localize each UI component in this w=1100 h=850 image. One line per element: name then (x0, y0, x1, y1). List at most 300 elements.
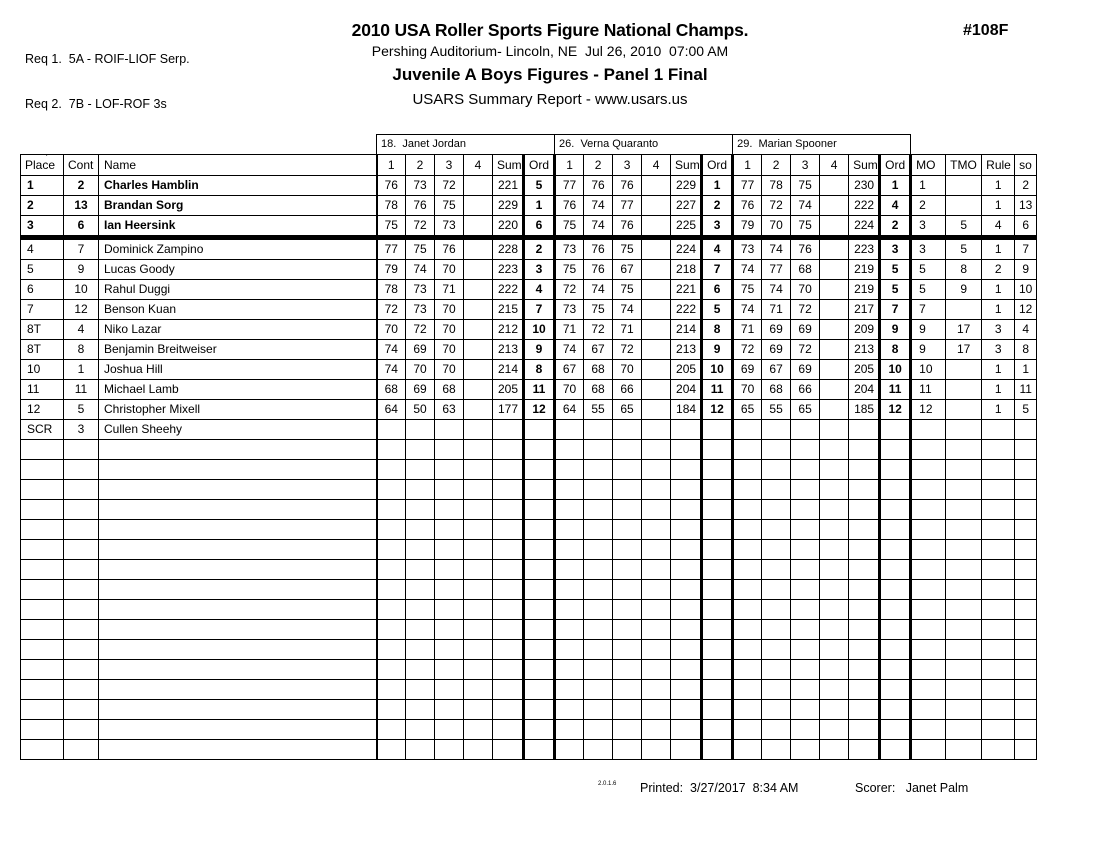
cell-judge2-empty (642, 440, 671, 460)
cell-judge1-empty (493, 660, 524, 680)
cell-judge3-score4 (820, 400, 849, 420)
cell-place: 8T (21, 320, 64, 340)
cell-judge2-score3 (613, 420, 642, 440)
cell-judge2-score2: 68 (584, 360, 613, 380)
cell-judge1-sum: 214 (493, 360, 524, 380)
cell-judge3-score4 (820, 238, 849, 260)
cell-judge3-empty (791, 580, 820, 600)
cell-judge1-empty (493, 640, 524, 660)
cell-judge3-empty (791, 600, 820, 620)
cell-judge1-score1: 78 (377, 196, 406, 216)
cell-judge3-empty (733, 700, 762, 720)
cell-mo: 5 (911, 280, 946, 300)
cell-judge3-sum: 205 (849, 360, 880, 380)
cell-judge3-score4 (820, 300, 849, 320)
cell-judge1-empty (524, 660, 555, 680)
empty-row (21, 640, 1037, 660)
cell-judge3-empty (791, 560, 820, 580)
cell-judge3-score4 (820, 320, 849, 340)
empty-row (21, 560, 1037, 580)
scorer-name: Scorer: Janet Palm (855, 781, 969, 795)
table-row (21, 300, 1037, 320)
cell-judge1-score1: 68 (377, 380, 406, 400)
cell-judge2-score1: 73 (555, 300, 584, 320)
judges-header-row (21, 135, 1037, 155)
cell-judge1-empty (377, 680, 406, 700)
cell-judge2-score4 (642, 176, 671, 196)
table-row (21, 196, 1037, 216)
cell-so (1015, 460, 1037, 480)
header-titles (0, 20, 1100, 108)
cell-judge3-score1: 74 (733, 300, 762, 320)
cell-judge1-empty (524, 560, 555, 580)
cell-so: 10 (1015, 280, 1037, 300)
column-header-row (21, 155, 1037, 176)
cell-judge1-empty (377, 740, 406, 760)
cell-judge2-score2: 74 (584, 216, 613, 238)
cell-judge2-ord: 10 (702, 360, 733, 380)
cell-place (21, 580, 64, 600)
cell-cont: 4 (64, 320, 99, 340)
cell-judge2-empty (584, 560, 613, 580)
cell-skater-name: Lucas Goody (99, 260, 377, 280)
empty-row (21, 480, 1037, 500)
table-row (21, 238, 1037, 260)
cell-judge1-ord: 2 (524, 238, 555, 260)
cell-judge3-score3: 70 (791, 280, 820, 300)
cell-tmo: 5 (946, 238, 982, 260)
cell-judge3-empty (791, 500, 820, 520)
cell-tmo (946, 380, 982, 400)
cell-skater-name: Charles Hamblin (99, 176, 377, 196)
cell-judge3-score3: 69 (791, 320, 820, 340)
cell-judge3-empty (762, 460, 791, 480)
empty-row (21, 580, 1037, 600)
cell-judge2-empty (613, 480, 642, 500)
cell-judge3-empty (733, 600, 762, 620)
cell-judge1-ord: 9 (524, 340, 555, 360)
cell-judge1-ord (524, 420, 555, 440)
cell-judge2-ord: 6 (702, 280, 733, 300)
cell-judge1-score4 (464, 216, 493, 238)
cell-judge3-empty (820, 660, 849, 680)
cell-judge3-score1: 72 (733, 340, 762, 360)
cell-judge1-empty (435, 460, 464, 480)
cell-rule (982, 640, 1015, 660)
cell-judge1-empty (524, 540, 555, 560)
cell-place (21, 720, 64, 740)
col-header-cont: Cont (64, 155, 99, 176)
col-header-judge3-sum: Sum (849, 155, 880, 176)
cell-judge2-empty (555, 580, 584, 600)
cell-judge1-empty (377, 580, 406, 600)
cell-judge1-score2: 73 (406, 300, 435, 320)
cell-judge3-sum: 219 (849, 260, 880, 280)
cell-judge2-empty (671, 440, 702, 460)
cell-judge3-empty (880, 740, 911, 760)
cell-judge2-empty (671, 740, 702, 760)
cell-judge3-empty (849, 620, 880, 640)
cell-judge1-ord: 12 (524, 400, 555, 420)
cell-judge3-score2: 68 (762, 380, 791, 400)
cell-cont: 1 (64, 360, 99, 380)
cell-rule (982, 620, 1015, 640)
cell-judge3-empty (733, 440, 762, 460)
cell-rule: 1 (982, 196, 1015, 216)
cell-judge3-empty (880, 700, 911, 720)
cell-judge2-empty (702, 480, 733, 500)
col-header-judge3-4: 4 (820, 155, 849, 176)
cell-place: SCR (21, 420, 64, 440)
col-header-judge1-ord: Ord (524, 155, 555, 176)
cell-judge1-sum: 223 (493, 260, 524, 280)
cell-judge1-empty (406, 740, 435, 760)
cell-judge3-empty (849, 520, 880, 540)
cell-judge3-empty (820, 740, 849, 760)
cell-judge3-empty (762, 520, 791, 540)
cell-judge3-score1: 71 (733, 320, 762, 340)
cell-judge1-empty (493, 720, 524, 740)
cell-judge2-empty (584, 460, 613, 480)
cell-tmo (946, 560, 982, 580)
cell-judge1-sum: 220 (493, 216, 524, 238)
cell-place: 6 (21, 280, 64, 300)
cell-judge3-empty (791, 480, 820, 500)
empty-row (21, 540, 1037, 560)
cell-so (1015, 720, 1037, 740)
cell-judge3-empty (762, 600, 791, 620)
cell-so (1015, 560, 1037, 580)
cell-judge1-score4 (464, 400, 493, 420)
cell-judge1-score2: 69 (406, 380, 435, 400)
cell-judge1-score3: 76 (435, 238, 464, 260)
cell-judge2-empty (613, 660, 642, 680)
cell-judge1-empty (377, 540, 406, 560)
cell-judge1-empty (435, 680, 464, 700)
cell-judge3-empty (791, 460, 820, 480)
cell-judge2-empty (555, 520, 584, 540)
cell-skater-name: Niko Lazar (99, 320, 377, 340)
cell-judge3-score3: 76 (791, 238, 820, 260)
cell-judge1-empty (464, 660, 493, 680)
cell-judge3-sum: 217 (849, 300, 880, 320)
cell-judge3-score1: 77 (733, 176, 762, 196)
col-header-judge2-1: 1 (555, 155, 584, 176)
cell-judge3-sum: 230 (849, 176, 880, 196)
cell-judge3-score3: 69 (791, 360, 820, 380)
cell-judge3-empty (762, 620, 791, 640)
cell-judge1-empty (435, 480, 464, 500)
cell-mo (911, 720, 946, 740)
cell-judge2-score4 (642, 238, 671, 260)
cell-judge1-empty (406, 440, 435, 460)
cell-rule: 1 (982, 176, 1015, 196)
cell-judge1-empty (464, 480, 493, 500)
cell-skater-name (99, 640, 377, 660)
cell-judge2-empty (671, 500, 702, 520)
cell-judge1-score2: 73 (406, 280, 435, 300)
cell-judge3-score2: 74 (762, 280, 791, 300)
table-row (21, 340, 1037, 360)
cell-judge2-ord: 12 (702, 400, 733, 420)
cell-judge2-score1: 70 (555, 380, 584, 400)
cell-mo: 7 (911, 300, 946, 320)
cell-place (21, 620, 64, 640)
cell-judge1-empty (464, 580, 493, 600)
cell-judge2-empty (613, 500, 642, 520)
cell-judge2-score3: 76 (613, 176, 642, 196)
cell-judge3-ord: 1 (880, 176, 911, 196)
cell-judge2-score2: 76 (584, 176, 613, 196)
cell-place (21, 660, 64, 680)
cell-so (1015, 500, 1037, 520)
cell-judge3-empty (880, 720, 911, 740)
cell-judge2-sum: 204 (671, 380, 702, 400)
cell-skater-name (99, 440, 377, 460)
cell-judge1-score4 (464, 260, 493, 280)
cell-judge1-score2: 72 (406, 216, 435, 238)
cell-judge2-score1: 76 (555, 196, 584, 216)
cell-place (21, 480, 64, 500)
empty-row (21, 440, 1037, 460)
col-header-so: so (1015, 155, 1037, 176)
cell-tmo (946, 620, 982, 640)
cell-judge3-empty (880, 580, 911, 600)
cell-judge3-empty (880, 680, 911, 700)
cell-judge3-empty (820, 440, 849, 460)
cell-judge2-empty (613, 620, 642, 640)
cell-judge1-score4 (464, 340, 493, 360)
cell-judge2-score2 (584, 420, 613, 440)
cell-judge2-score1: 71 (555, 320, 584, 340)
cell-judge2-score2: 76 (584, 260, 613, 280)
col-header-judge3-ord: Ord (880, 155, 911, 176)
cell-judge3-score3: 75 (791, 216, 820, 238)
cell-judge2-empty (671, 460, 702, 480)
cell-judge2-empty (671, 720, 702, 740)
cell-skater-name: Joshua Hill (99, 360, 377, 380)
cell-judge1-empty (524, 480, 555, 500)
cell-judge2-score1: 75 (555, 216, 584, 238)
cell-judge3-score2: 71 (762, 300, 791, 320)
cell-judge2-empty (555, 700, 584, 720)
cell-judge3-score2: 70 (762, 216, 791, 238)
cell-judge2-empty (613, 460, 642, 480)
cell-judge3-empty (733, 620, 762, 640)
cell-judge2-empty (613, 640, 642, 660)
col-header-judge1-2: 2 (406, 155, 435, 176)
cell-judge3-sum: 219 (849, 280, 880, 300)
cell-judge2-empty (584, 520, 613, 540)
cell-judge1-empty (524, 680, 555, 700)
cell-judge2-empty (671, 660, 702, 680)
cell-skater-name (99, 740, 377, 760)
cell-judge2-empty (584, 480, 613, 500)
cell-judge3-empty (849, 660, 880, 680)
cell-judge1-empty (406, 660, 435, 680)
cell-mo (911, 740, 946, 760)
cell-judge3-sum: 204 (849, 380, 880, 400)
cell-cont (64, 440, 99, 460)
cell-judge2-ord: 3 (702, 216, 733, 238)
cell-rule: 3 (982, 320, 1015, 340)
cell-skater-name (99, 620, 377, 640)
cell-judge3-empty (733, 660, 762, 680)
cell-judge3-empty (733, 460, 762, 480)
cell-judge2-empty (555, 660, 584, 680)
cell-judge2-sum: 184 (671, 400, 702, 420)
cell-tmo (946, 680, 982, 700)
cell-judge2-empty (584, 600, 613, 620)
cell-judge1-ord: 10 (524, 320, 555, 340)
cell-judge1-empty (377, 640, 406, 660)
table-row (21, 400, 1037, 420)
cell-judge1-empty (377, 600, 406, 620)
cell-judge2-empty (555, 460, 584, 480)
cell-judge3-empty (791, 640, 820, 660)
cell-judge3-sum: 213 (849, 340, 880, 360)
printed-timestamp: Printed: 3/27/2017 8:34 AM (640, 781, 799, 795)
cell-judge2-empty (642, 480, 671, 500)
cell-judge3-empty (880, 600, 911, 620)
cell-cont: 10 (64, 280, 99, 300)
cell-judge3-empty (733, 500, 762, 520)
cell-judge3-empty (820, 500, 849, 520)
cell-mo: 10 (911, 360, 946, 380)
cell-judge2-score1: 73 (555, 238, 584, 260)
cell-judge2-empty (702, 560, 733, 580)
cell-judge2-score3: 65 (613, 400, 642, 420)
cell-judge1-score4 (464, 176, 493, 196)
cell-judge2-score1: 77 (555, 176, 584, 196)
cell-judge2-empty (555, 440, 584, 460)
cell-mo (911, 460, 946, 480)
cell-judge3-empty (849, 500, 880, 520)
cell-judge1-empty (435, 560, 464, 580)
cell-judge3-empty (762, 660, 791, 680)
cell-judge3-empty (733, 720, 762, 740)
cell-judge3-score3: 74 (791, 196, 820, 216)
cell-judge2-empty (702, 680, 733, 700)
cell-judge2-empty (555, 560, 584, 580)
cell-judge3-empty (880, 440, 911, 460)
col-header-tmo: TMO (946, 155, 982, 176)
cell-skater-name (99, 480, 377, 500)
cell-mo: 9 (911, 320, 946, 340)
cell-judge2-empty (702, 440, 733, 460)
cell-judge1-empty (524, 620, 555, 640)
cell-judge3-score1: 76 (733, 196, 762, 216)
cell-judge3-empty (762, 500, 791, 520)
cell-tmo (946, 480, 982, 500)
cell-judge3-score2: 72 (762, 196, 791, 216)
cell-judge2-score4 (642, 420, 671, 440)
cell-skater-name (99, 600, 377, 620)
cell-mo (911, 640, 946, 660)
cell-judge3-score1: 69 (733, 360, 762, 380)
cell-judge2-empty (642, 700, 671, 720)
col-header-judge1-1: 1 (377, 155, 406, 176)
cell-judge3-score2: 74 (762, 238, 791, 260)
cell-judge1-empty (464, 520, 493, 540)
cell-judge3-empty (849, 560, 880, 580)
cell-mo (911, 620, 946, 640)
cell-cont (64, 600, 99, 620)
cell-skater-name (99, 680, 377, 700)
cell-judge2-empty (555, 600, 584, 620)
cell-judge1-empty (493, 500, 524, 520)
cell-cont (64, 580, 99, 600)
cell-judge1-empty (464, 700, 493, 720)
col-header-judge1-sum: Sum (493, 155, 524, 176)
cell-judge2-empty (702, 740, 733, 760)
cell-judge1-score4 (464, 320, 493, 340)
cell-judge3-score3: 72 (791, 340, 820, 360)
cell-so (1015, 420, 1037, 440)
cell-judge3-empty (849, 740, 880, 760)
cell-judge2-sum (671, 420, 702, 440)
cell-cont (64, 480, 99, 500)
cell-judge1-empty (493, 440, 524, 460)
cell-judge1-empty (524, 580, 555, 600)
cell-mo (911, 440, 946, 460)
cell-judge2-empty (584, 540, 613, 560)
cell-judge1-empty (493, 580, 524, 600)
cell-tmo (946, 720, 982, 740)
cell-rule: 1 (982, 300, 1015, 320)
cell-judge2-empty (642, 500, 671, 520)
cell-so: 6 (1015, 216, 1037, 238)
cell-place: 7 (21, 300, 64, 320)
judges-header-spacer-right (911, 135, 1037, 155)
cell-skater-name (99, 520, 377, 540)
cell-judge3-score2: 78 (762, 176, 791, 196)
cell-judge1-score2: 72 (406, 320, 435, 340)
cell-judge2-empty (671, 700, 702, 720)
cell-judge3-score3: 75 (791, 176, 820, 196)
cell-judge2-score3: 74 (613, 300, 642, 320)
cell-judge3-empty (849, 540, 880, 560)
cell-so: 7 (1015, 238, 1037, 260)
cell-so (1015, 440, 1037, 460)
cell-judge1-score3: 73 (435, 216, 464, 238)
cell-place (21, 700, 64, 720)
cell-judge2-score4 (642, 196, 671, 216)
cell-rule (982, 720, 1015, 740)
cell-judge3-empty (820, 540, 849, 560)
cell-rule: 4 (982, 216, 1015, 238)
cell-judge3-empty (733, 680, 762, 700)
col-header-judge1-4: 4 (464, 155, 493, 176)
cell-judge2-empty (584, 580, 613, 600)
cell-judge2-empty (671, 580, 702, 600)
col-header-mo: MO (911, 155, 946, 176)
cell-judge2-empty (613, 440, 642, 460)
cell-judge1-empty (524, 600, 555, 620)
cell-judge1-empty (464, 740, 493, 760)
cell-cont (64, 680, 99, 700)
cell-tmo (946, 740, 982, 760)
cell-place (21, 460, 64, 480)
cell-mo (911, 700, 946, 720)
cell-place: 1 (21, 176, 64, 196)
cell-judge2-empty (671, 560, 702, 580)
cell-judge1-score2: 75 (406, 238, 435, 260)
cell-judge1-ord: 4 (524, 280, 555, 300)
cell-judge2-ord: 11 (702, 380, 733, 400)
cell-judge1-empty (524, 740, 555, 760)
cell-rule (982, 560, 1015, 580)
